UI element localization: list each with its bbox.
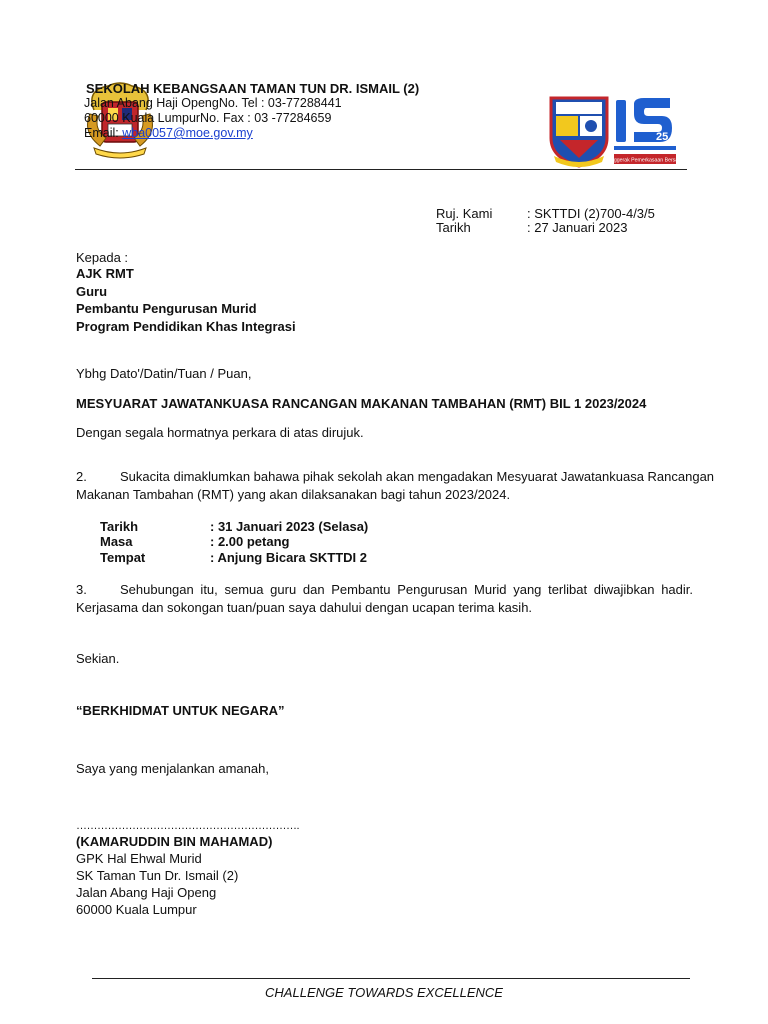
header-divider: [75, 169, 687, 170]
salutation: Ybhg Dato'/Datin/Tuan / Puan,: [76, 366, 252, 381]
logo-caption: Penggerak Pemerkasaan Bersama: [604, 157, 686, 164]
email-link[interactable]: wba0057@moe.gov.my: [122, 126, 253, 140]
paragraph-1: Dengan segala hormatnya perkara di atas dirujuk.: [76, 425, 364, 440]
subject-title: MESYUARAT JAWATANKUASA RANCANGAN MAKANAN TAMBAHAN (RMT) BIL 1 2023/2024: [76, 396, 647, 411]
detail-value: : Anjung Bicara SKTTDI 2: [210, 550, 367, 565]
email-line: [84, 126, 253, 140]
motto: “BERKHIDMAT UNTUK NEGARA”: [76, 703, 285, 718]
kepada-label: Kepada :: [76, 250, 129, 265]
signature-dots: ……………………………………………………….: [76, 820, 300, 832]
paragraph-2-line-1: Sukacita dimaklumkan bahawa pihak sekolah akan mengadakan Mesyuarat Jawatankuasa Rancangan: [120, 469, 715, 484]
recipient-line: Guru: [76, 284, 108, 299]
school-logo-icon: [548, 94, 610, 168]
address-line-2: 60000 Kuala LumpurNo. Fax : 03 -77284659: [84, 111, 332, 125]
ref-tarikh-label: Tarikh: [436, 220, 471, 235]
detail-label: Tempat: [100, 550, 146, 565]
detail-label: Tarikh: [100, 519, 139, 534]
ref-ruj-value: : SKTTDI (2)700-4/3/5: [527, 206, 655, 221]
email-label: Email:: [84, 126, 119, 140]
ref-ruj-label: Ruj. Kami: [436, 206, 493, 221]
signatory-name: (KAMARUDDIN BIN MAHAMAD): [76, 834, 273, 849]
signatory-street: Jalan Abang Haji Openg: [76, 885, 217, 900]
paragraph-3-number: 3.: [76, 582, 87, 597]
recipient-line: Pembantu Pengurusan Murid: [76, 301, 257, 316]
paragraph-2-number: 2.: [76, 469, 87, 484]
school-name: SEKOLAH KEBANGSAAN TAMAN TUN DR. ISMAIL (2): [86, 81, 420, 96]
detail-value: : 2.00 petang: [210, 534, 290, 549]
recipient-line: AJK RMT: [76, 266, 134, 281]
address-line-1: Jalan Abang Haji OpengNo. Tel : 03-77288441: [84, 96, 342, 110]
signatory-city: 60000 Kuala Lumpur: [76, 902, 197, 917]
ref-tarikh-value: : 27 Januari 2023: [527, 220, 628, 235]
footer-tagline: CHALLENGE TOWARDS EXCELLENCE: [265, 985, 503, 1000]
paragraph-3-line-2: Kerjasama dan sokongan tuan/puan saya dahului dengan ucapan terima kasih.: [76, 600, 533, 615]
paragraph-2-line-2: Makanan Tambahan (RMT) yang akan dilaksanakan bagi tahun 2023/2024.: [76, 487, 511, 502]
logo-number: 25: [656, 131, 669, 143]
anniversary-logo-icon: [604, 94, 686, 168]
footer-divider: [92, 978, 690, 979]
sign-intro: Saya yang menjalankan amanah,: [76, 761, 269, 776]
signatory-title: GPK Hal Ehwal Murid: [76, 851, 202, 866]
recipient-line: Program Pendidikan Khas Integrasi: [76, 319, 296, 334]
detail-value: : 31 Januari 2023 (Selasa): [210, 519, 369, 534]
paragraph-3-line-1: Sehubungan itu, semua guru dan Pembantu Pengurusan Murid yang terlibat diwajibkan hadir.: [120, 582, 693, 597]
detail-label: Masa: [100, 534, 133, 549]
closing: Sekian.: [76, 651, 120, 666]
signatory-school: SK Taman Tun Dr. Ismail (2): [76, 868, 239, 883]
